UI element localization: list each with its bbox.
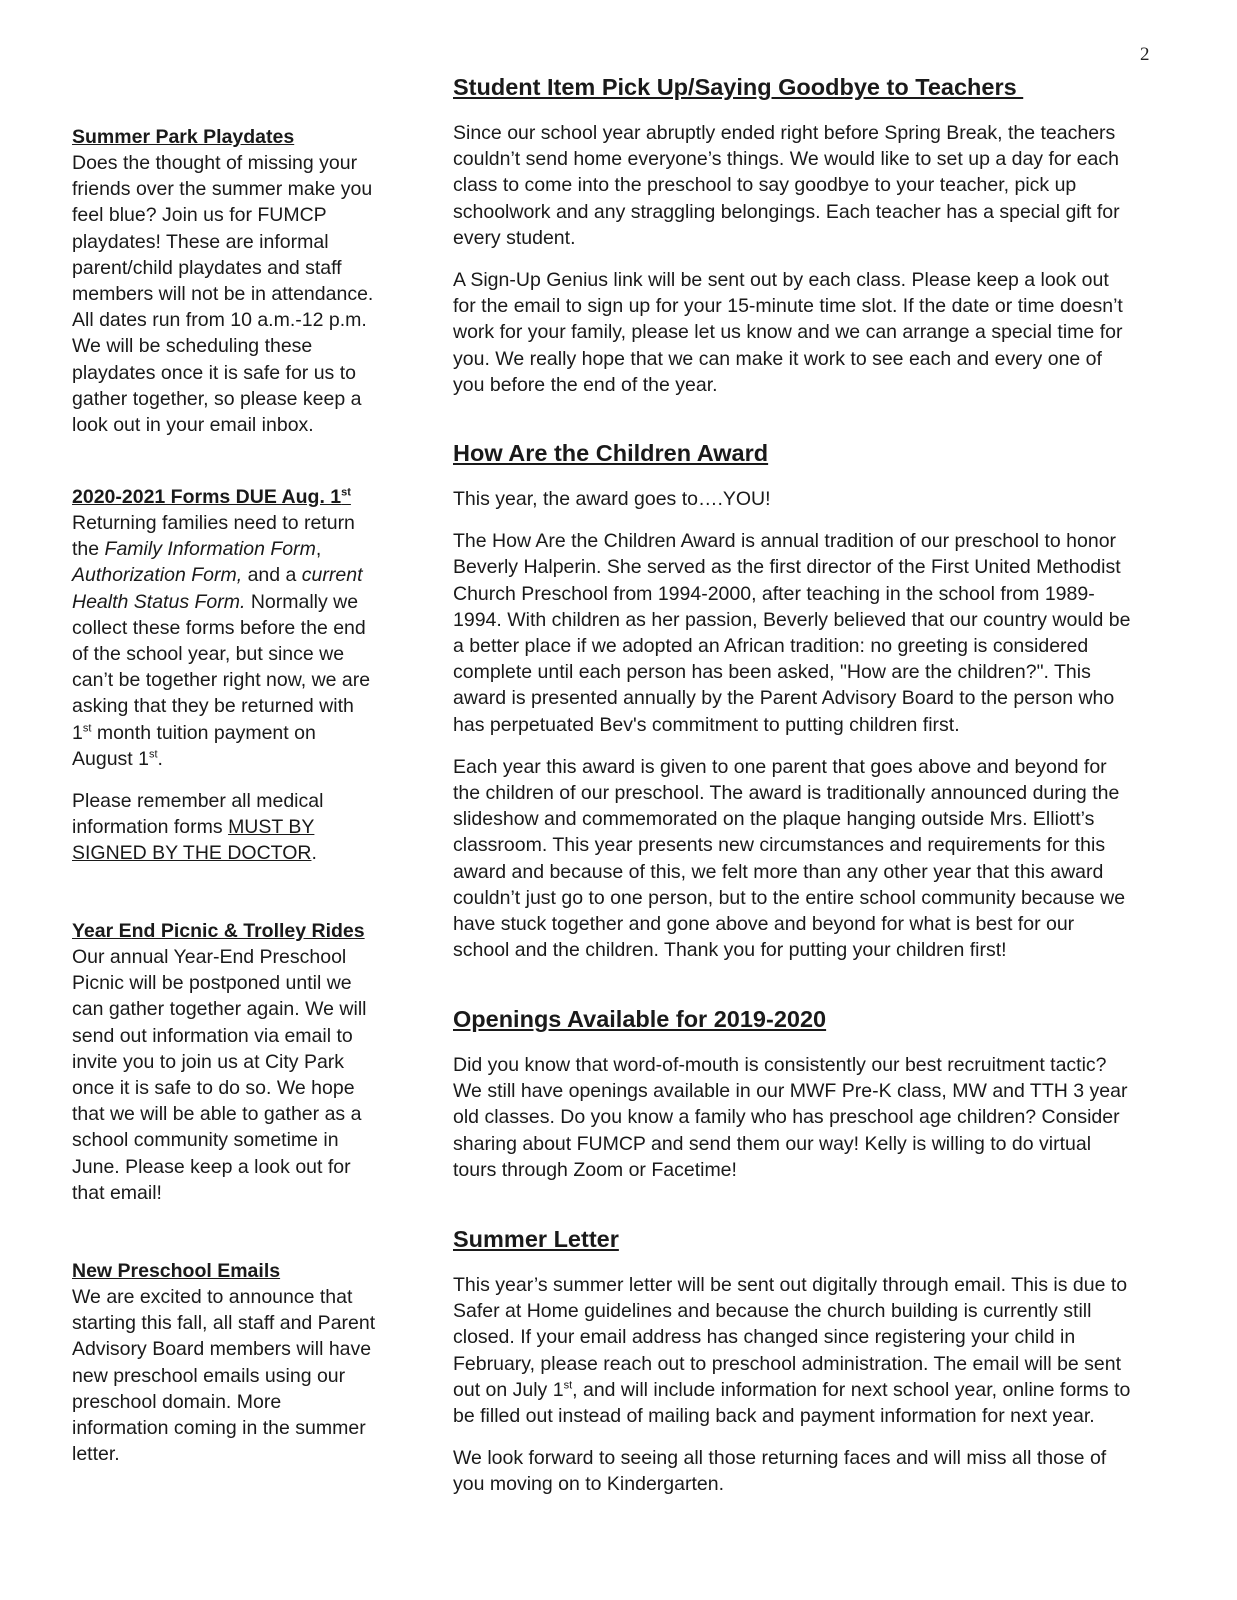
text-line: The How Are the Children Award is annual tradition of our preschool to honor [453,530,1117,553]
text-line: you moving on to Kindergarten. [453,1473,725,1496]
text-line: All dates run from 10 a.m.-12 p.m. [72,309,367,332]
text-line: complete until each person has been asked, "How are the children?". This [453,661,1091,684]
text-line: This year, the award goes to….YOU! [453,488,771,510]
text-line: the [72,538,105,561]
text-line: Advisory Board members will have [72,1338,372,1361]
text-line: friends over the summer make you [72,178,373,201]
text-line: Does the thought of missing your [72,152,358,174]
how-are-the-children-award-section [453,438,1130,963]
text-line: We still have openings available in our MWF Pre-K class, MW and TTH 3 year [453,1080,1128,1103]
text-line: We will be scheduling these [72,335,313,358]
summer-letter-section [453,1224,1130,1498]
text-line: the children of our preschool. The award is traditionally announced during the [453,782,1120,805]
text-line: school and the children. Thank you for putting your children first! [453,939,1007,962]
text-line: that we will be able to gather as a [72,1103,362,1126]
section-body [453,120,1123,251]
text-line: Our annual Year-End Preschool [72,946,347,968]
text-line: We look forward to seeing all those returning faces and will miss all those of [453,1447,1107,1470]
text-line: Normally we [245,590,359,613]
new-preschool-emails-section [72,1258,375,1467]
text-line: and a [242,564,302,587]
section-heading: New Preschool Emails [72,1260,281,1282]
text-line: Picnic will be postponed until we [72,972,352,995]
text-line: new preschool emails using our [72,1364,346,1387]
text-line: classroom. This year presents new circumstances and requirements for this [453,834,1106,857]
text-line: schoolwork and any straggling belongings. Each teacher has a special gift for [453,200,1120,223]
text-line: you. We really hope that we can make it work to see each and every one of [453,347,1102,370]
section-body [72,788,370,867]
section-body [453,267,1123,398]
text-line: asking that they be returned with [72,695,354,718]
text-line: Safer at Home guidelines and because the church building is currently still [453,1300,1092,1323]
text-line: , [315,538,322,561]
text-line: June. Please keep a look out for [72,1155,351,1178]
section-body [72,1284,375,1467]
text-line: has perpetuated Bev's commitment to putting children first. [453,713,960,736]
text-line: Each year this award is given to one parent that goes above and beyond for [453,755,1107,778]
section-body [453,1052,1127,1183]
text-line: 1 [72,721,83,744]
superscript: st [563,1379,573,1392]
emphasis-underline: SIGNED BY THE DOCTOR [72,842,312,865]
section-body [72,944,366,1206]
form-name: Authorization Form, [72,564,243,587]
form-name: Family Information Form [104,538,316,561]
section-heading: How Are the Children Award [453,440,769,466]
section-heading: Summer Letter [453,1226,619,1252]
text-line: , and will include information for next school year, online forms to [572,1378,1131,1401]
section-body [72,150,373,438]
superscript: st [82,722,92,735]
page-number: 2 [1140,44,1150,65]
text-line: look out in your email inbox. [72,414,314,437]
text-line: Since our school year abruptly ended right before Spring Break, the teachers [453,122,1116,144]
text-line: old classes. Do you know a family who has preschool age children? Consider [453,1106,1120,1129]
section-heading: Student Item Pick Up/Saying Goodbye to Teachers [453,74,1024,100]
text-line: tours through Zoom or Facetime! [453,1158,737,1181]
forms-due-section [72,484,370,867]
text-line: playdates! These are informal [72,230,329,253]
section-body [453,1272,1130,1429]
section-body [453,528,1130,738]
text-line: Beverly Halperin. She served as the first director of the First United Methodist [453,556,1121,579]
text-line: every student. [453,226,576,249]
text-line: Church Preschool from 1994-2000, after teaching in the school from 1989- [453,582,1095,605]
section-heading [72,484,370,510]
student-item-pickup-section [453,72,1123,398]
text-line: be filled out instead of mailing back and payment information for next year. [453,1405,1095,1428]
section-body [72,510,370,772]
text-line: information coming in the summer [72,1417,366,1440]
text-line: invite you to join us at City Park [72,1050,345,1073]
section-body [453,1445,1130,1497]
text-line: month tuition payment on [91,721,316,744]
text-line: A Sign-Up Genius link will be sent out by each class. Please keep a look out [453,269,1109,292]
text-line: out on July 1 [453,1378,564,1401]
openings-available-section [453,1004,1127,1183]
text-line: have stuck together and gone above and beyond for what is best for our [453,913,1075,936]
text-line: starting this fall, all staff and Parent [72,1312,376,1335]
text-line: couldn’t just go to one person, but to the entire school community because we [453,886,1126,909]
text-line: class to come into the preschool to say goodbye to your teacher, pick up [453,174,1077,197]
section-heading: Summer Park Playdates [72,126,295,148]
text-line: This year’s summer letter will be sent out digitally through email. This is due to [453,1274,1128,1296]
text-line: information forms [72,816,229,839]
text-line: 1994. With children as her passion, Beverly believed that our country would be [453,608,1131,631]
text-line: for the email to sign up for your 15-minute time slot. If the date or time doesn’t [453,295,1123,318]
text-line: playdates once it is safe for us to [72,361,356,384]
text-line: can gather together again. We will [72,998,367,1021]
text-line: can’t be together right now, we are [72,669,371,692]
text-line: couldn’t send home everyone’s things. We would like to set up a day for each [453,148,1119,171]
text-line: award is presented annually by the Parent Advisory Board to the person who [453,687,1115,710]
section-heading: Openings Available for 2019-2020 [453,1006,827,1032]
text-line: . [157,747,163,770]
heading-text: 2020-2021 Forms DUE Aug. 1 [72,486,342,508]
text-line: slideshow and commemorated on the plaque hanging outside Mrs. Elliott’s [453,808,1095,831]
text-line: members will not be in attendance. [72,283,374,306]
summer-park-playdates-section [72,124,373,438]
text-line: of the school year, but since we [72,643,345,666]
text-line: Please remember all medical [72,790,324,813]
year-end-picnic-section [72,918,366,1206]
text-line: award and because of this, we felt more than any other year that this award [453,860,1104,883]
text-line: you before the end of the year. [453,373,718,396]
text-line: letter. [72,1443,120,1466]
form-name: current [301,564,363,587]
section-heading: Year End Picnic & Trolley Rides [72,920,365,942]
text-line: collect these forms before the end [72,616,366,639]
text-line: We are excited to announce that [72,1286,353,1308]
text-line: closed. If your email address has changed since registering your child in [453,1326,1076,1349]
text-line: . [311,842,317,865]
text-line: that email! [72,1181,162,1204]
text-line: a better place if we adopted an African tradition: no greeting is considered [453,635,1089,658]
text-line: gather together, so please keep a [72,387,362,410]
text-line: February, please reach out to preschool administration. The email will be sent [453,1352,1122,1375]
text-line: Did you know that word-of-mouth is consistently our best recruitment tactic? [453,1054,1107,1076]
text-line: August 1 [72,747,149,770]
text-line: send out information via email to [72,1024,353,1047]
form-name: Health Status Form. [72,590,246,613]
text-line: once it is safe to do so. We hope [72,1077,355,1100]
emphasis-underline: MUST BY [228,816,315,839]
text-line: feel blue? Join us for FUMCP [72,204,327,227]
superscript: st [148,748,158,761]
text-line: school community sometime in [72,1129,339,1152]
text-line: sharing about FUMCP and send them our way! Kelly is willing to do virtual [453,1132,1092,1155]
text-line: Returning families need to return [72,512,355,534]
text-line: preschool domain. More [72,1390,282,1413]
section-body [453,754,1130,964]
section-body [453,486,1130,512]
text-line: work for your family, please let us know and we can arrange a special time for [453,321,1123,344]
heading-superscript: st [341,486,351,499]
text-line: parent/child playdates and staff [72,256,342,279]
